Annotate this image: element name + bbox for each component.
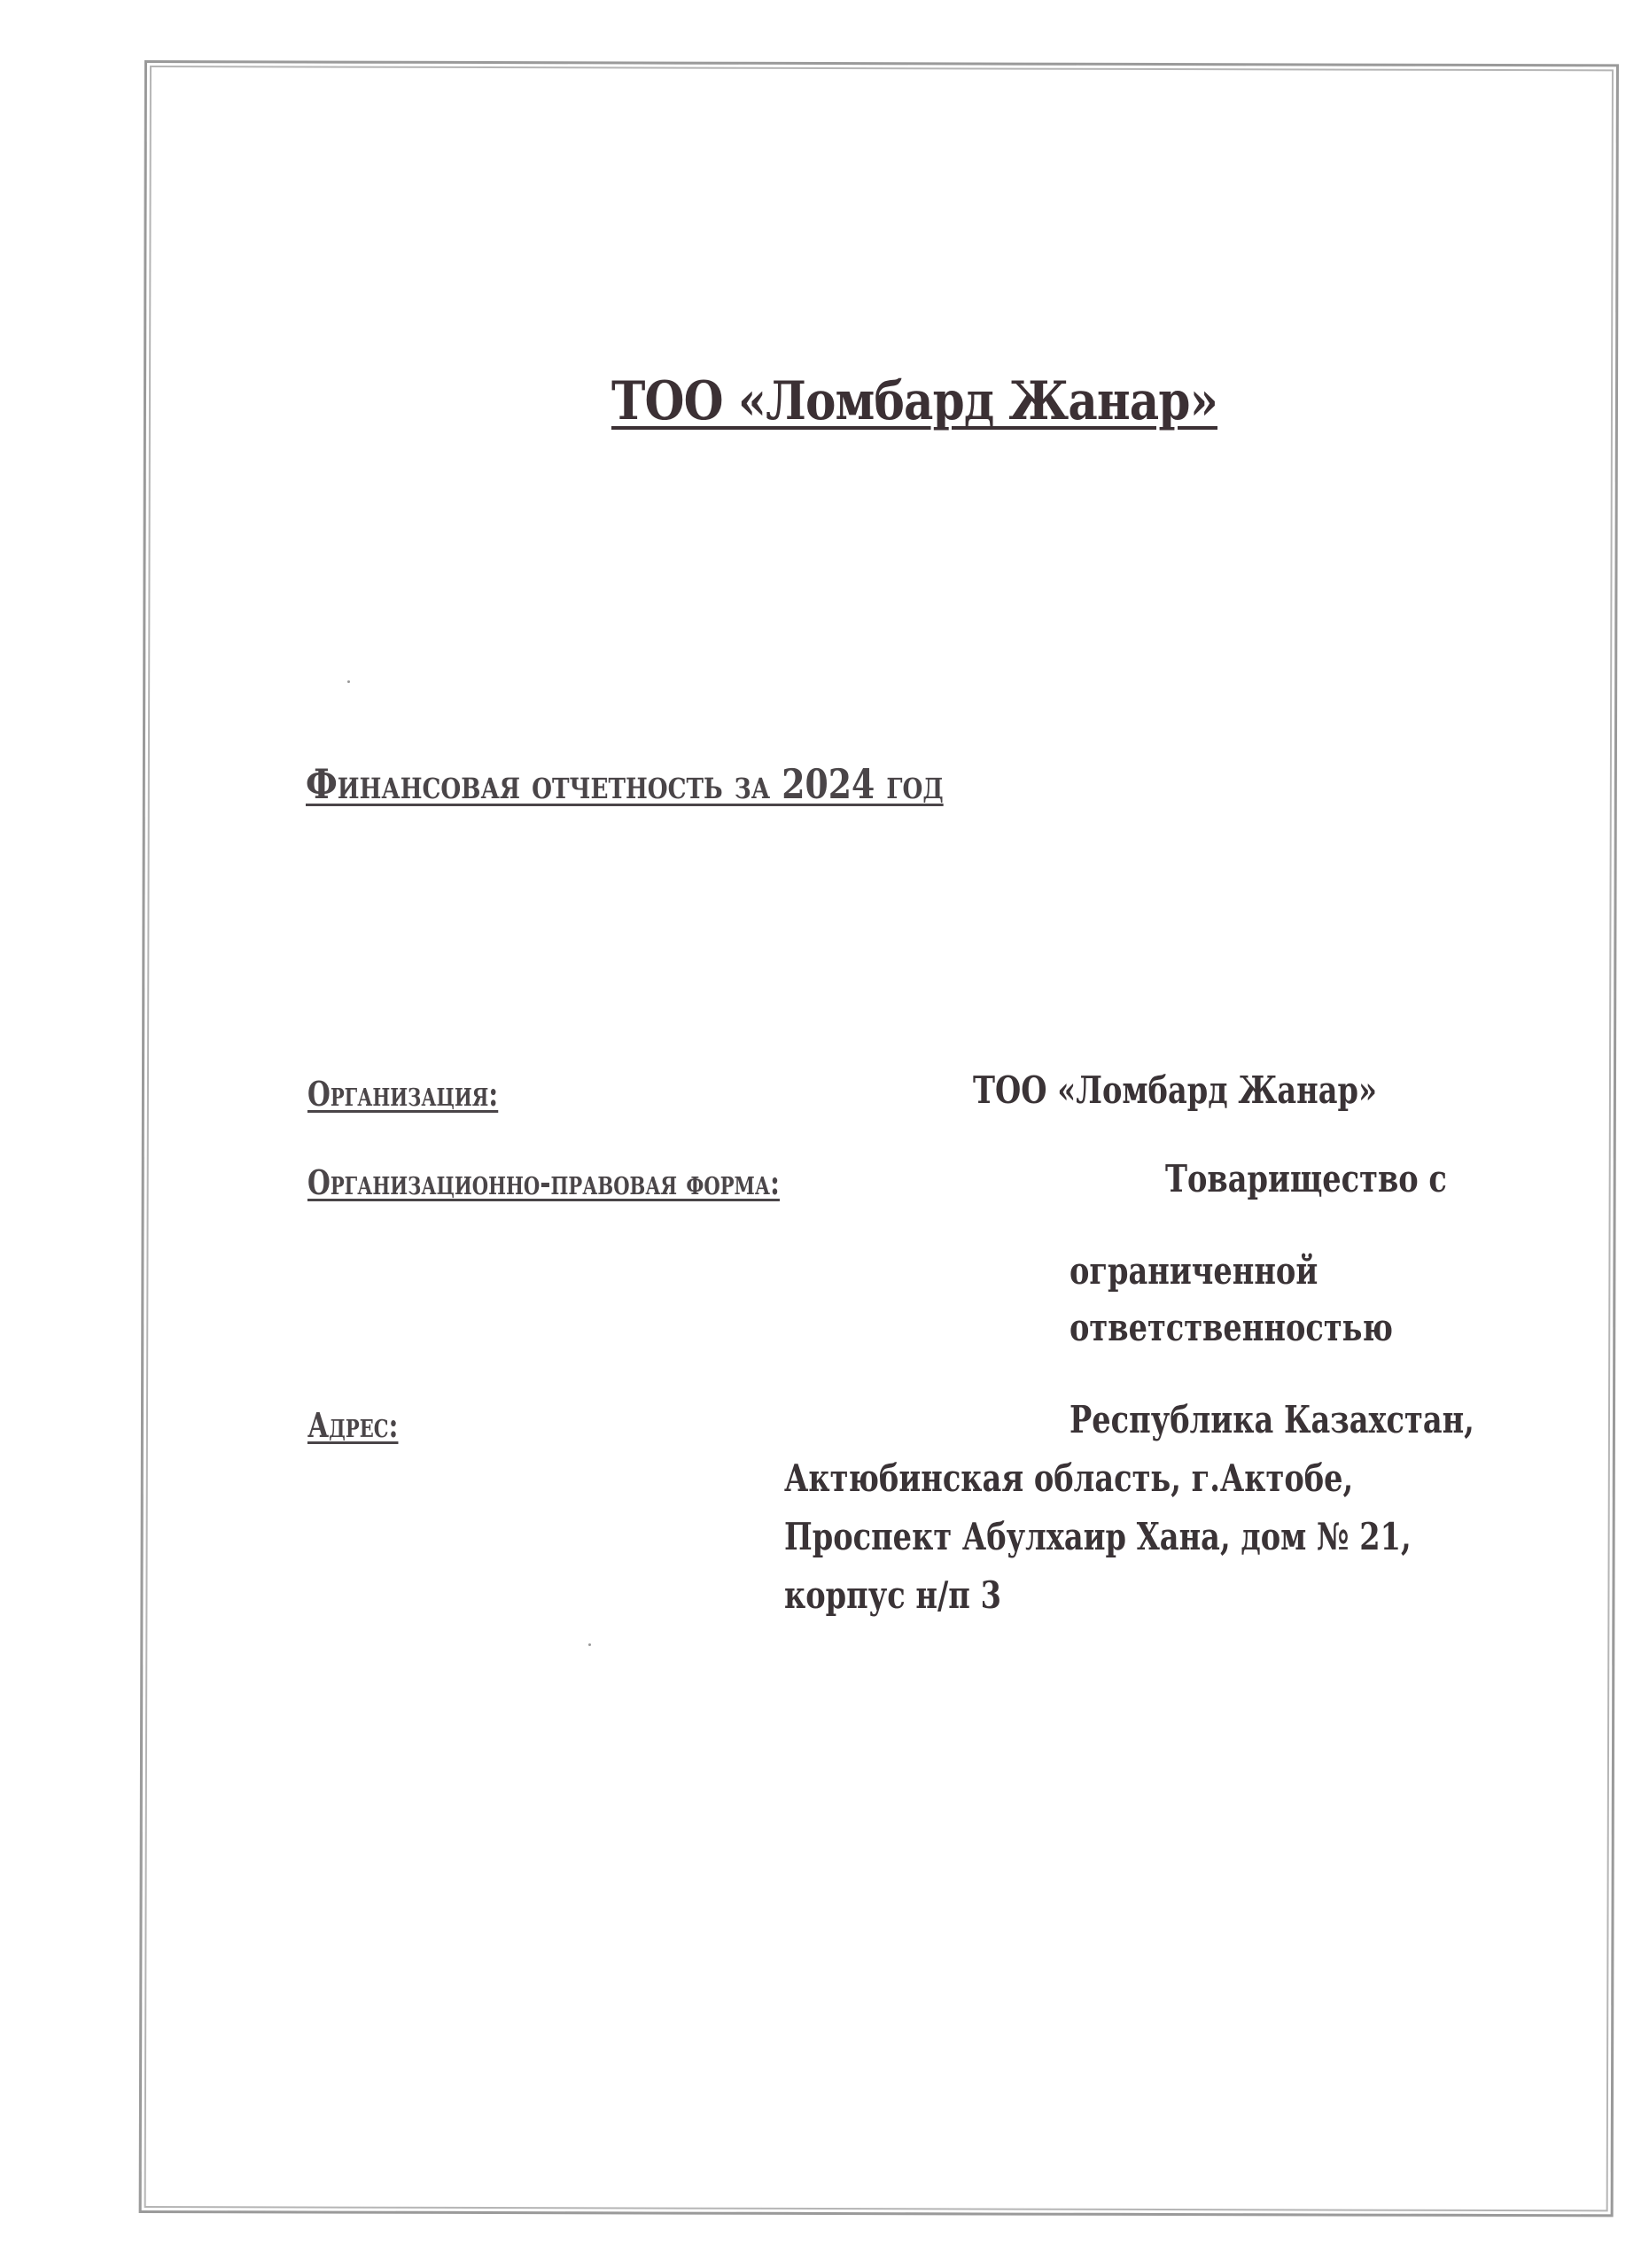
legal-form-value-line-2: ограниченной [1070,1249,1318,1293]
address-line-2: Актюбинская область, г.Актобе, [784,1456,1354,1500]
organization-label: Организация: [307,1074,499,1114]
address-line-4: корпус н/п 3 [784,1573,1001,1617]
address-line-3: Проспект Абулхаир Хана, дом № 21, [784,1515,1412,1558]
legal-form-value-line-1: Товарищество с [1165,1157,1447,1200]
organization-value: ТОО «Ломбард Жанар» [973,1068,1378,1112]
legal-form-label: Организационно-правовая форма: [307,1162,780,1202]
scan-speck [347,680,350,683]
report-heading: Финансовая отчетность за 2024 год [306,760,944,808]
address-line-1: Республика Казахстан, [1070,1398,1474,1441]
address-label: Адрес: [307,1405,399,1445]
scan-speck [588,1643,591,1646]
legal-form-value-line-3: ответственностью [1070,1306,1393,1349]
company-title: ТОО «Ломбард Жанар» [611,370,1217,432]
